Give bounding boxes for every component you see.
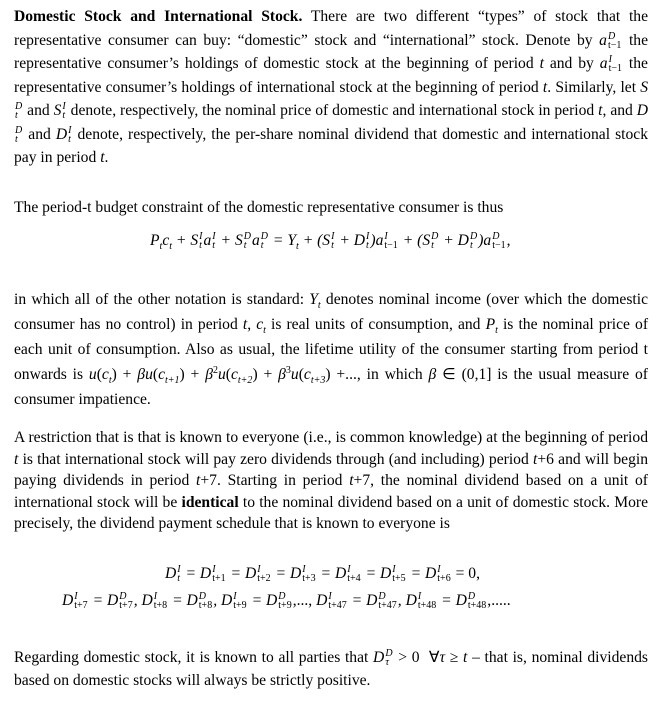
math-positive-dividend: D D τ	[373, 648, 393, 669]
p3-text-f: is the usual measure of consumer impatience.	[14, 366, 648, 408]
math-s-international: S I t	[53, 101, 66, 122]
p3-text-b: denotes nominal income (over which the domestic consumer has no control) in period	[14, 291, 648, 333]
p4-text-e: the nominal dividend based on a unit of international stock will be	[14, 472, 648, 511]
zero-dividend-equation: D I t = D I t+1 = D I t+2 = D I t+3 = D I t+4 = D I t+5 = D I t+6 = 0,	[165, 564, 480, 585]
math-a-domestic: a D t−1	[599, 30, 622, 51]
p1-text-b: and by	[549, 55, 594, 72]
math-d-international: D I t	[55, 124, 72, 145]
p4-text-c: and will begin paying dividends in period	[14, 450, 648, 489]
paragraph-definitions: Domestic Stock and International Stock. There are two different “types” of stock that the representative consumer can buy: “domestic” stock and “international” stock. Denote by a D t−1 the representative consumer’s holdings of domestic stock at the beginning of period t and by a I t−1 the representative consumer’s holdings of international stock at the beginning of period t. Similarly, let S D t and S I t denote, respectively, the nominal price of domestic and international stock in period t, and D D t and D I t denote, respectively, the per-share nominal dividend that domestic and international stock pay in period t.	[14, 8, 649, 166]
math-a-international: a I t−1	[599, 54, 622, 75]
p1-text-f: and	[610, 102, 633, 119]
p3-text-c: is real units of consumption, and	[270, 316, 481, 333]
p3-text-d: is the nominal price of each unit of consumption. Also as usual, the lifetime utility of the consumer starting from period t onwards is	[14, 316, 649, 383]
p1-text-d: Similarly, let	[555, 78, 637, 96]
emphasis-identical: identical	[181, 493, 239, 511]
p3-text-e: in which	[366, 366, 423, 383]
math-d-domestic: D D t	[15, 102, 649, 145]
p1-intro: There are two different “types” of stock that the representative consumer can buy: “domestic” stock and “international” stock. Denote by	[14, 8, 649, 49]
section-heading: Domestic Stock and International Stock.	[14, 8, 303, 25]
lifetime-utility-expression: u	[88, 366, 97, 383]
paragraph-domestic-dividends: Regarding domestic stock, it is known to all parties that D D τ > 0 ∀τ ≥ t – that is, nominal dividends based on domestic stocks will always be strictly positive.	[14, 648, 648, 689]
p3-text-a: in which all of the other notation is standard:	[14, 291, 305, 308]
paragraph-notation: in which all of the other notation is standard: $Y_t$ denotes nominal income (over which the domestic consumer has no control) in period t, $c_t$ is real units of consumption, and $P_t$ is the nominal price of each unit of consumption. Also as usual, the lifetime utility of the consumer starting from period t onwards is $u(c_t) + \beta u(c_{t+1}) + \beta^2u(c_{t+2}) + \beta^3u(c_{t+3})$ +..., in which β ∈ (0,1] is the usual measure of consumer impatience.	[14, 291, 649, 408]
math-s-domestic: S D t	[15, 78, 649, 122]
p4-text-f: to the nominal dividend based on a unit of domestic stock. More precisely, the dividend payment schedule that is known to everyone is	[14, 493, 648, 532]
p4-text-d: Starting in period	[227, 472, 343, 489]
paragraph-budget-intro: The period-t budget constraint of the domestic representative consumer is thus	[14, 199, 504, 216]
p1-text-c: the representative consumer’s holdings of international stock at the beginning of period	[14, 55, 648, 96]
paragraph-restriction: A restriction that is that is known to everyone (i.e., is common knowledge) at the beginning of period t is that international stock will pay zero dividends through (and including) period t+6 and will begin paying dividends in period t+7. Starting in period t+7, the nominal dividend based on a unit of international stock will be identical to the nominal dividend based on a unit of domestic stock. More precisely, the dividend payment schedule that is known to everyone is	[14, 429, 648, 532]
identical-dividend-equation: D I t+7 = D D t+7 , D I t+8 = D D t+8 , D I t+9 = D D t+9 ,..., D I t+47 = D D t+47 , D I t+48 = D D t+48 ,.....	[62, 591, 511, 612]
p5-text-b: – that is, nominal dividends based on domestic stocks will always be strictly positive.	[14, 649, 648, 689]
p5-text-a: Regarding domestic stock, it is known to all parties that	[14, 649, 369, 666]
p1-text-e: denote, respectively, the nominal price of domestic and international stock in period	[70, 102, 595, 119]
budget-constraint-equation: $P_tc_t + S$ I t a I t + S D t a D t = $Y_t + (S$ I t + D I t )a I t−1 + (S D t + D D t )a D t−1 ,	[150, 231, 511, 253]
p4-text-b: is that international stock will pay zero dividends through (and including) period	[22, 450, 529, 468]
p4-text-a: A restriction that is that is known to everyone (i.e., is common knowledge) at the beginning of period	[14, 429, 648, 446]
p1-text-g: denote, respectively, the per-share nominal dividend that domestic and international stock pay in period	[14, 125, 648, 166]
p1-text-a: the representative consumer’s holdings of domestic stock at the beginning of period	[14, 31, 649, 72]
